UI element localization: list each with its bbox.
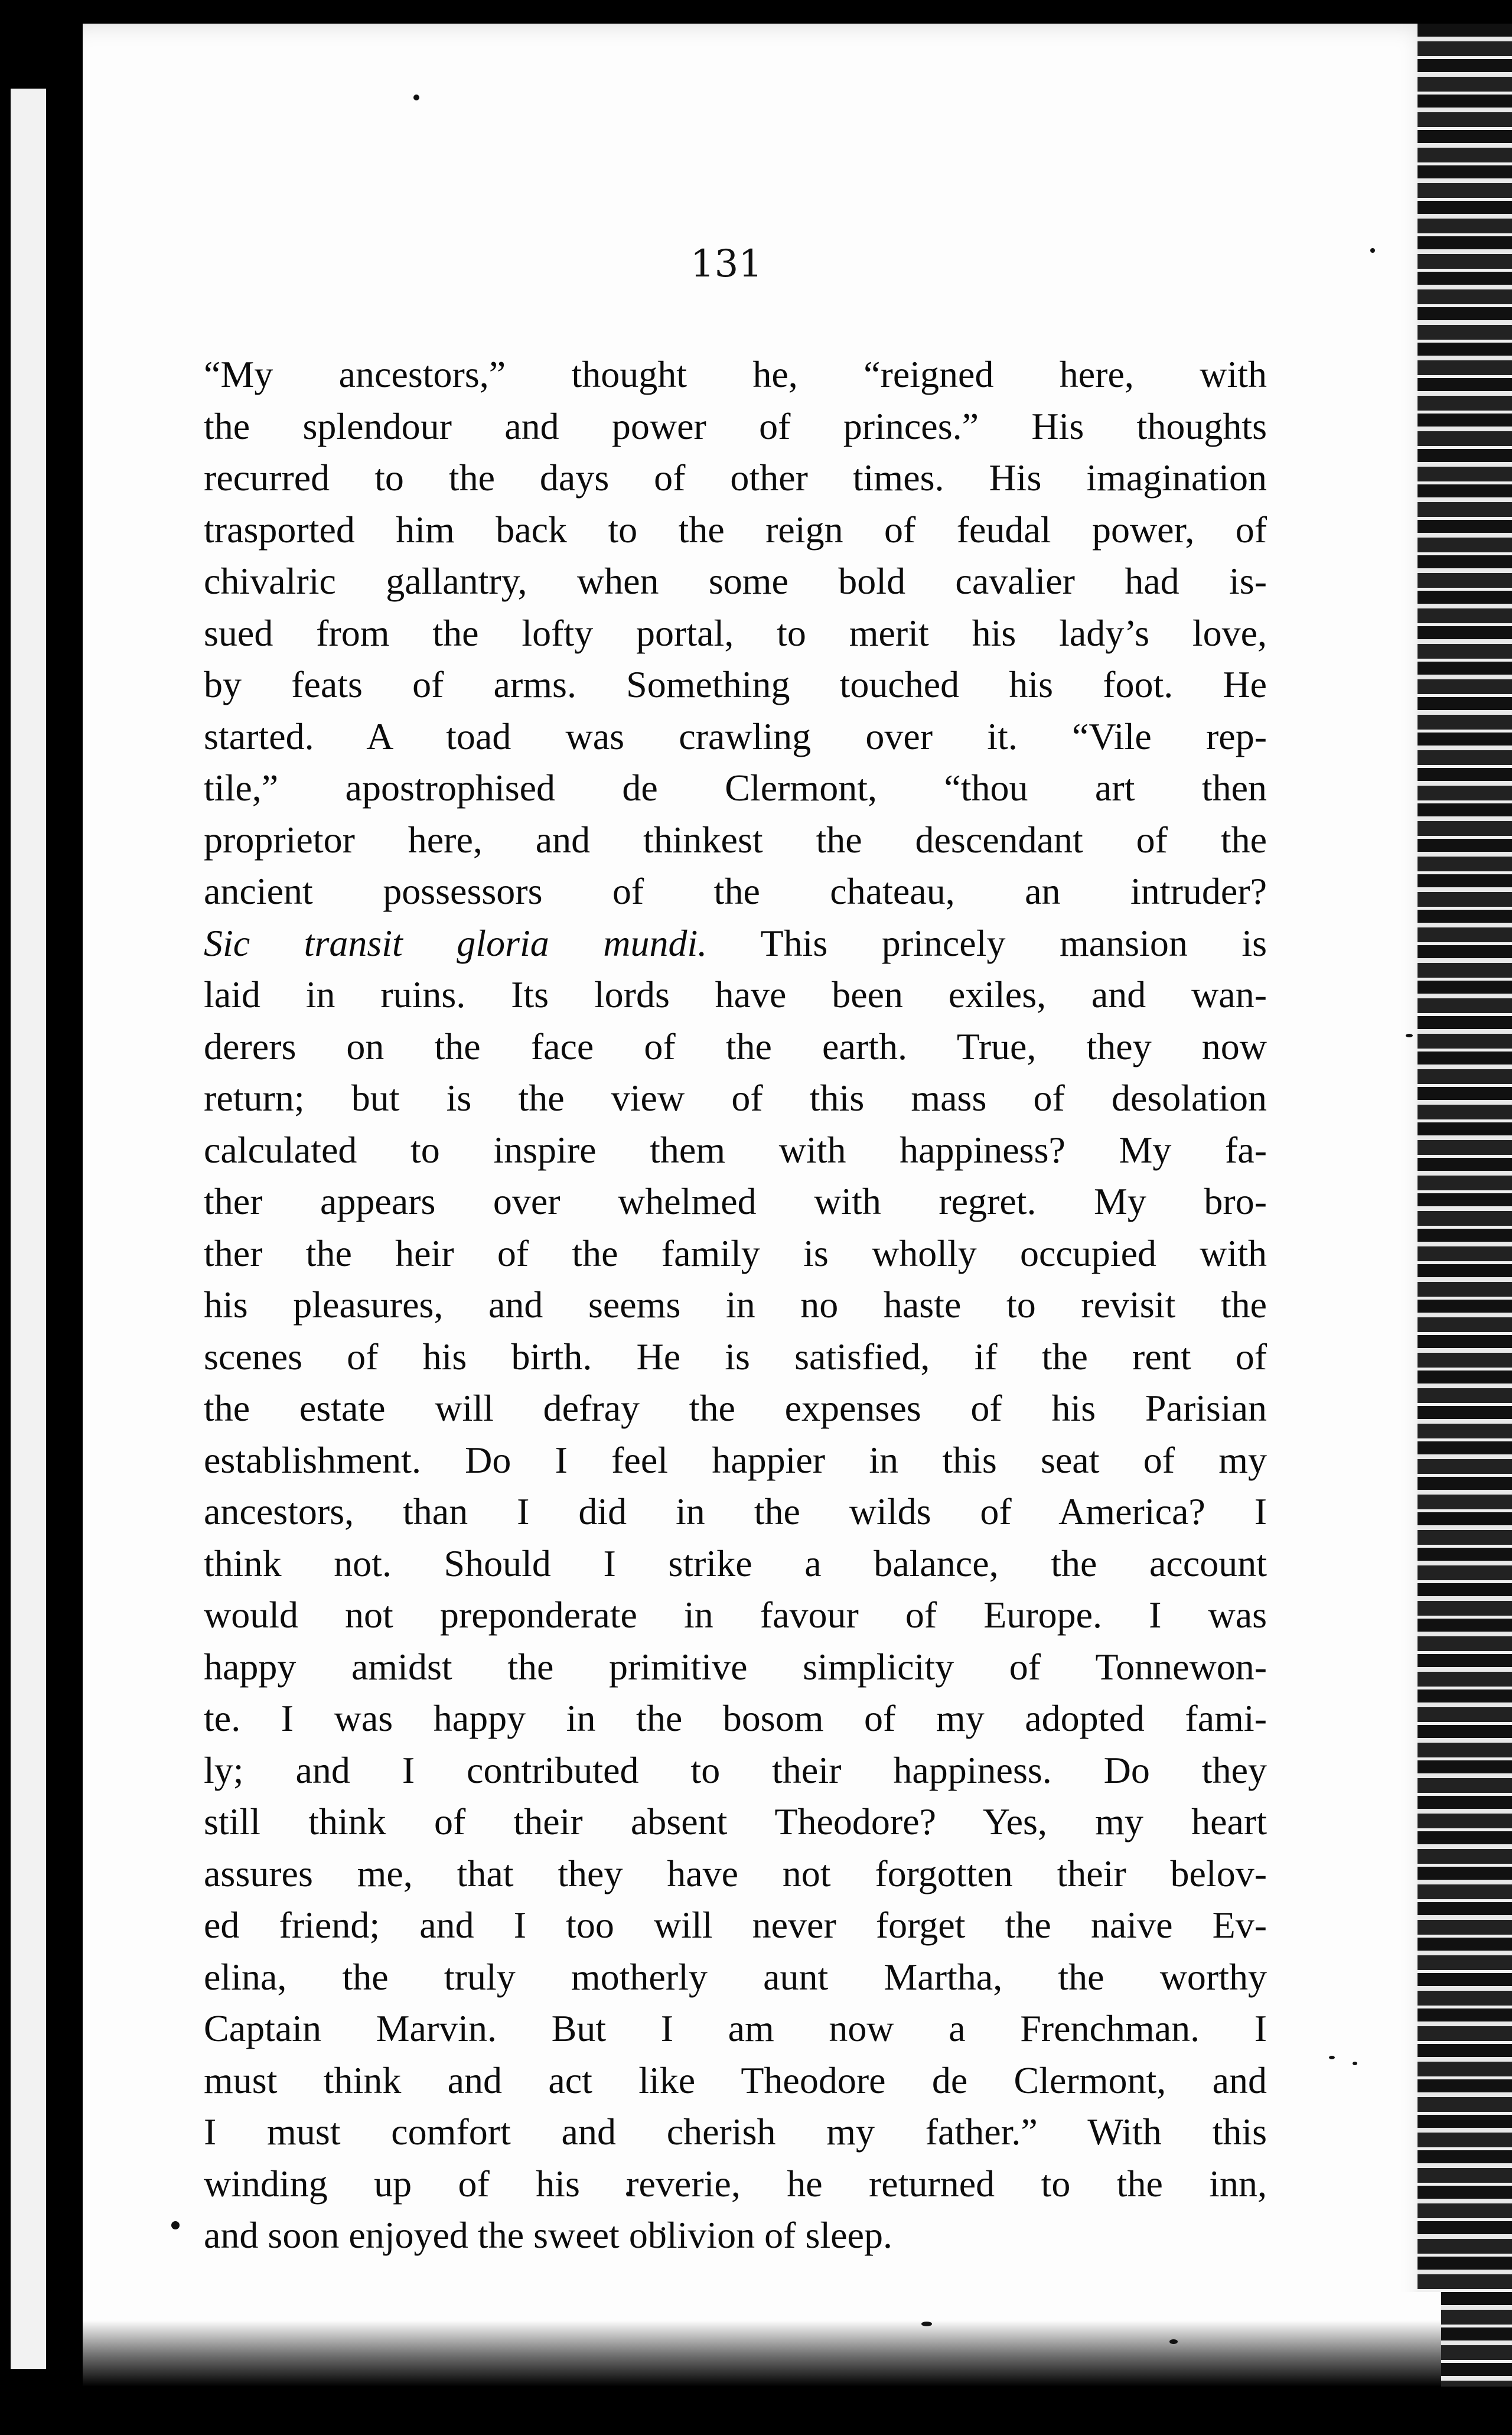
text-line-last: and soon enjoyed the sweet oblivion of sleep. (204, 2214, 892, 2256)
text-line-rest: This princely mansion is (707, 922, 1267, 964)
text-line: chivalric gallantry, when some bold cavalier had is- (204, 560, 1267, 602)
text-line: te. I was happy in the bosom of my adopted fami- (204, 1697, 1267, 1739)
text-line: calculated to inspire them with happiness? My fa- (204, 1128, 1267, 1171)
text-line: the splendour and power of princes.” His thoughts (204, 405, 1267, 447)
text-line: started. A toad was crawling over it. “Vile rep- (204, 715, 1267, 757)
page-number: 131 (690, 242, 763, 286)
text-line: would not preponderate in favour of Europe. I was (204, 1594, 1267, 1636)
text-line: ther the heir of the family is wholly occupied with (204, 1232, 1267, 1274)
text-line: return; but is the view of this mass of desolation (204, 1077, 1267, 1119)
text-line: ed friend; and I too will never forget the naive Ev- (204, 1904, 1267, 1946)
text-line: ancient possessors of the chateau, an intruder? (204, 870, 1267, 912)
text-line: must think and act like Theodore de Clermont, and (204, 2059, 1267, 2101)
text-line: tile,” apostrophised de Clermont, “thou art then (204, 767, 1267, 809)
page-binding-edge (1418, 24, 1512, 2387)
text-line: Captain Marvin. But I am now a Frenchman. I (204, 2007, 1267, 2049)
text-line: trasported him back to the reign of feudal power, of (204, 508, 1267, 551)
text-line: ancestors, than I did in the wilds of America? I (204, 1490, 1267, 1532)
adjacent-page-edge (11, 89, 46, 2369)
page-bottom-shadow (83, 2292, 1441, 2387)
text-line: recurred to the days of other times. His imagination (204, 457, 1267, 499)
text-line: the estate will defray the expenses of his Parisian (204, 1387, 1267, 1429)
text-line: winding up of his reverie, he returned to the inn, (204, 2162, 1267, 2205)
text-line: proprietor here, and thinkest the descendant of the (204, 818, 1267, 861)
text-line: laid in ruins. Its lords have been exiles, and wan- (204, 974, 1267, 1015)
text-line: think not. Should I strike a balance, the account (204, 1542, 1267, 1584)
text-line: happy amidst the primitive simplicity of Tonnewon- (204, 1645, 1267, 1688)
text-line: I must comfort and cherish my father.” With this (204, 2111, 1267, 2153)
text-line: ther appears over whelmed with regret. My bro- (204, 1180, 1267, 1222)
text-line: sued from the lofty portal, to merit his lady’s love, (204, 611, 1267, 654)
text-line: establishment. Do I feel happier in this seat of my (204, 1438, 1267, 1481)
body-text (204, 349, 1267, 2261)
text-line: by feats of arms. Something touched his foot. He (204, 663, 1267, 705)
text-line: derers on the face of the earth. True, they now (204, 1025, 1267, 1067)
text-line: ly; and I contributed to their happiness. Do they (204, 1749, 1267, 1791)
text-line: assures me, that they have not forgotten their belov- (204, 1852, 1267, 1894)
text-line-italic-phrase (204, 917, 1267, 969)
text-line: scenes of his birth. He is satisfied, if the rent of (204, 1335, 1267, 1378)
text-line: elina, the truly motherly aunt Martha, the worthy (204, 1955, 1267, 1998)
text-line: still think of their absent Theodore? Yes, my heart (204, 1801, 1267, 1842)
text-line: “My ancestors,” thought he, “reigned here, with (204, 353, 1267, 395)
text-line: his pleasures, and seems in no haste to revisit the (204, 1284, 1267, 1326)
latin-phrase: Sic transit gloria mundi. (204, 922, 708, 964)
